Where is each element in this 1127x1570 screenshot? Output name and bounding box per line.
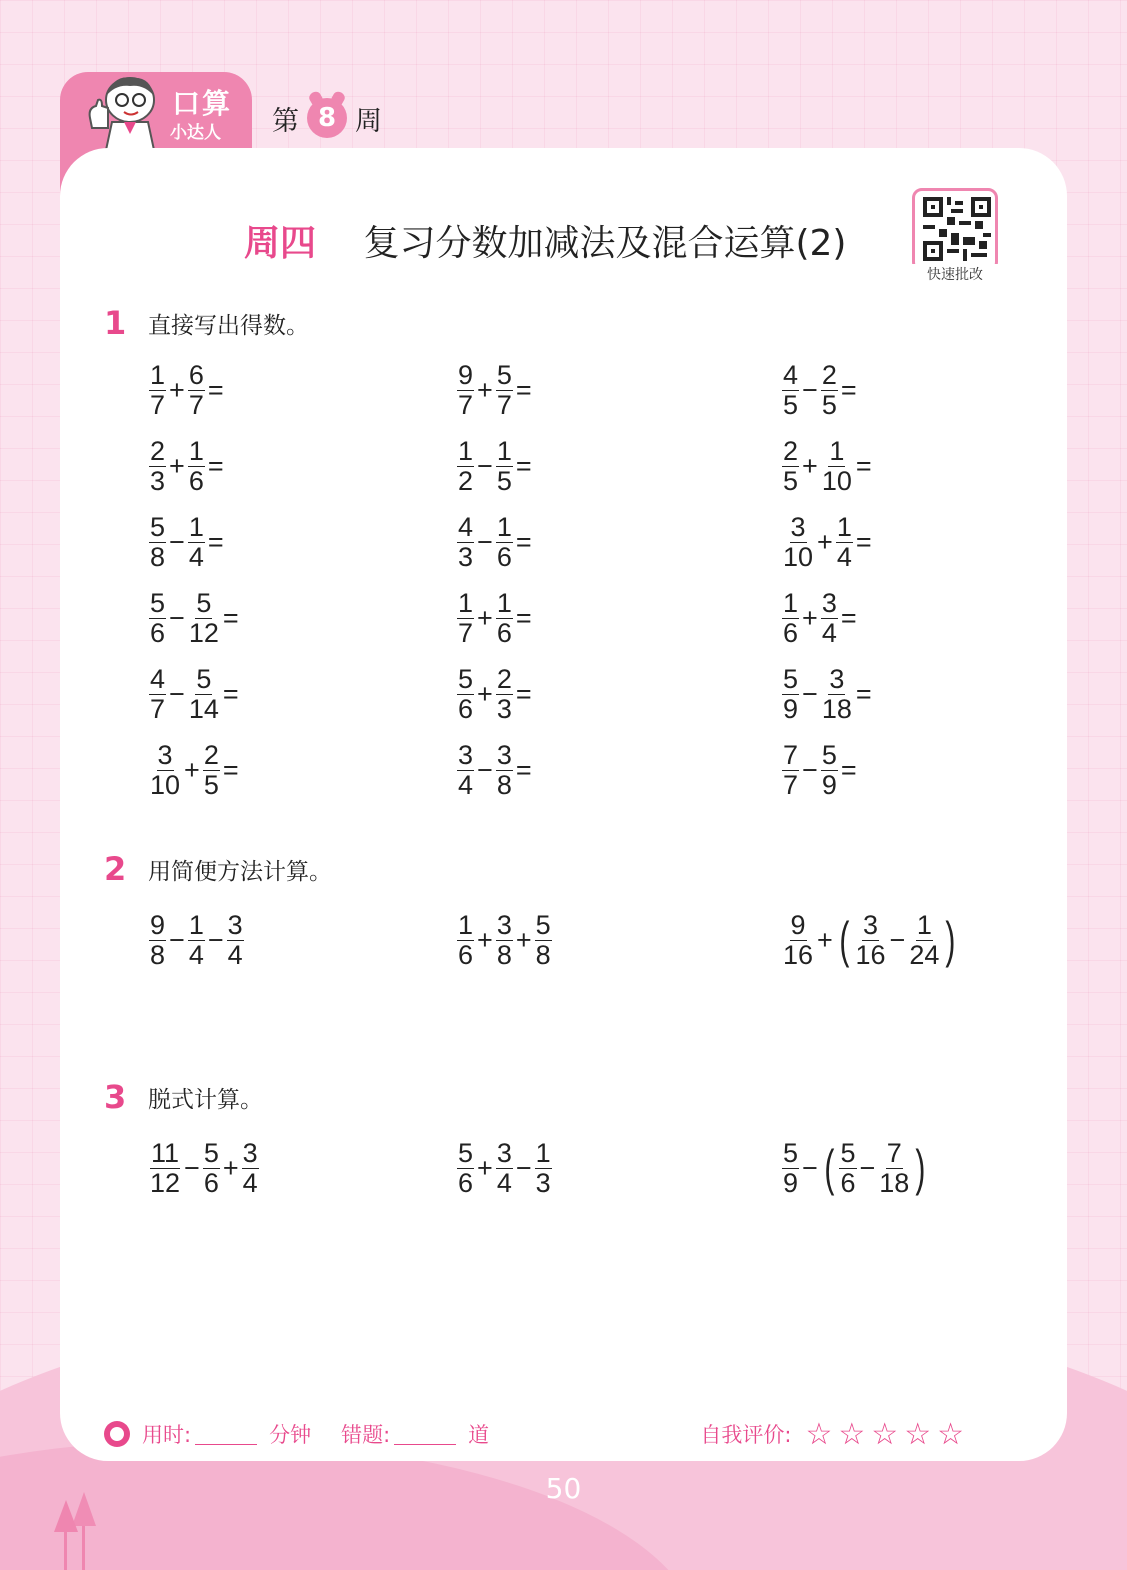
denominator: 2 xyxy=(458,465,474,496)
numerator: 5 xyxy=(535,910,551,941)
parenthesis: ( xyxy=(824,1140,835,1196)
fraction xyxy=(203,1139,220,1197)
operator: = xyxy=(515,450,532,481)
denominator: 18 xyxy=(821,693,852,724)
numerator: 9 xyxy=(150,910,166,941)
numerator: 2 xyxy=(150,436,166,467)
numerator: 1 xyxy=(458,910,474,941)
star-icon[interactable]: ☆ xyxy=(871,1416,899,1452)
operator: = xyxy=(840,602,857,633)
numerator: 3 xyxy=(496,740,512,771)
operator: = xyxy=(222,602,239,633)
denominator: 6 xyxy=(458,693,474,724)
math-problem[interactable] xyxy=(456,732,781,808)
numerator: 3 xyxy=(862,910,879,941)
numerator: 5 xyxy=(196,588,212,619)
math-problem[interactable] xyxy=(781,902,1081,978)
denominator: 6 xyxy=(203,1167,219,1198)
numerator: 2 xyxy=(783,436,799,467)
fraction xyxy=(457,1139,474,1197)
fraction xyxy=(149,437,166,495)
denominator: 7 xyxy=(458,617,474,648)
math-problem[interactable] xyxy=(148,428,456,504)
denominator: 7 xyxy=(150,693,166,724)
numerator: 7 xyxy=(783,740,799,771)
numerator: 3 xyxy=(227,910,243,941)
operator: = xyxy=(855,526,872,557)
operator: − xyxy=(802,374,818,405)
operator: − xyxy=(802,678,818,709)
numerator: 5 xyxy=(496,360,512,391)
week-number-badge: 8 xyxy=(307,98,347,138)
denominator: 5 xyxy=(783,389,799,420)
math-problem[interactable] xyxy=(781,656,1081,732)
fraction xyxy=(457,361,474,419)
operator: − xyxy=(477,450,493,481)
tree-decoration-icon xyxy=(52,1492,102,1570)
parenthesis: ( xyxy=(839,912,850,968)
fraction xyxy=(839,1139,856,1197)
denominator: 5 xyxy=(821,389,837,420)
fraction xyxy=(782,741,799,799)
fraction xyxy=(149,911,166,969)
fraction xyxy=(188,361,205,419)
fraction xyxy=(188,665,220,723)
numerator: 3 xyxy=(496,1138,512,1169)
numerator: 5 xyxy=(458,1138,474,1169)
numerator: 2 xyxy=(496,664,512,695)
fraction xyxy=(821,589,838,647)
fraction xyxy=(821,361,838,419)
numerator: 3 xyxy=(821,588,837,619)
fraction xyxy=(836,513,853,571)
numerator: 3 xyxy=(829,664,845,695)
denominator: 9 xyxy=(783,1167,799,1198)
denominator: 4 xyxy=(821,617,837,648)
denominator: 10 xyxy=(783,541,814,572)
numerator: 5 xyxy=(783,664,799,695)
section-2-problems xyxy=(148,902,1081,978)
denominator: 12 xyxy=(150,1167,181,1198)
numerator: 9 xyxy=(458,360,474,391)
fraction xyxy=(496,741,513,799)
denominator: 9 xyxy=(821,769,837,800)
fraction xyxy=(188,513,205,571)
numerator: 7 xyxy=(886,1138,902,1169)
operator: = xyxy=(855,450,872,481)
stopwatch-icon xyxy=(104,1421,130,1447)
brand-subtitle: 小达人 xyxy=(170,123,221,143)
fraction xyxy=(782,513,814,571)
fraction xyxy=(188,589,220,647)
fraction xyxy=(457,741,474,799)
brand-title: 口算 xyxy=(172,87,233,120)
denominator: 6 xyxy=(783,617,799,648)
mascot-icon xyxy=(84,70,166,150)
operator: = xyxy=(855,678,872,709)
operator: = xyxy=(207,526,224,557)
denominator: 6 xyxy=(458,1167,474,1198)
math-problem[interactable] xyxy=(148,352,456,428)
operator: − xyxy=(889,924,906,955)
operator: + xyxy=(477,924,493,955)
fraction xyxy=(782,665,799,723)
numerator: 1 xyxy=(783,588,799,619)
math-problem[interactable] xyxy=(148,656,456,732)
qr-code-frame[interactable] xyxy=(912,188,998,272)
section-number: 3 xyxy=(104,1078,127,1116)
numerator: 1 xyxy=(916,910,932,941)
fraction xyxy=(782,911,814,969)
math-problem[interactable] xyxy=(781,580,1081,656)
denominator: 4 xyxy=(496,1167,512,1198)
operator: = xyxy=(222,754,239,785)
denominator: 4 xyxy=(458,769,474,800)
time-unit: 分钟 xyxy=(269,1423,312,1447)
fraction xyxy=(496,589,513,647)
numerator: 1 xyxy=(496,512,512,543)
denominator: 6 xyxy=(458,939,474,970)
operator: − xyxy=(207,924,224,955)
operator: − xyxy=(169,924,185,955)
star-icon[interactable]: ☆ xyxy=(937,1416,964,1452)
denominator: 4 xyxy=(188,939,204,970)
denominator: 24 xyxy=(909,939,940,970)
fraction xyxy=(496,1139,513,1197)
math-problem[interactable] xyxy=(148,504,456,580)
numerator: 1 xyxy=(836,512,852,543)
numerator: 6 xyxy=(188,360,204,391)
errors-unit: 道 xyxy=(468,1423,490,1447)
fraction xyxy=(496,911,513,969)
numerator: 5 xyxy=(150,588,166,619)
numerator: 9 xyxy=(790,910,806,941)
fraction xyxy=(908,911,940,969)
week-indicator xyxy=(272,96,382,140)
operator: = xyxy=(207,450,224,481)
errors-label: 错题: xyxy=(341,1423,391,1447)
operator: = xyxy=(515,526,532,557)
section-3-header xyxy=(104,1078,263,1116)
denominator: 3 xyxy=(150,465,166,496)
denominator: 4 xyxy=(188,541,204,572)
star-icon[interactable]: ☆ xyxy=(904,1416,932,1452)
fraction xyxy=(878,1139,910,1197)
section-title: 用简便方法计算。 xyxy=(148,858,332,885)
numerator: 1 xyxy=(188,512,204,543)
fraction xyxy=(149,1139,181,1197)
star-icon[interactable]: ☆ xyxy=(838,1416,866,1452)
fraction xyxy=(821,665,853,723)
numerator: 1 xyxy=(535,1138,551,1169)
operator: − xyxy=(477,526,493,557)
operator: + xyxy=(477,602,493,633)
footer-bar xyxy=(104,1416,964,1452)
operator: + xyxy=(222,1152,239,1183)
fraction xyxy=(782,589,799,647)
math-problem[interactable] xyxy=(456,504,781,580)
math-problem[interactable] xyxy=(456,580,781,656)
fraction xyxy=(496,665,513,723)
denominator: 7 xyxy=(188,389,204,420)
denominator: 5 xyxy=(783,465,799,496)
self-rating xyxy=(700,1417,964,1452)
numerator: 1 xyxy=(496,588,512,619)
fraction xyxy=(188,437,205,495)
denominator: 6 xyxy=(150,617,166,648)
denominator: 6 xyxy=(840,1167,856,1198)
denominator: 6 xyxy=(188,465,204,496)
parenthesis: ) xyxy=(945,912,956,968)
page-title-text: 复习分数加减法及混合运算(2) xyxy=(363,223,847,264)
denominator: 7 xyxy=(783,769,799,800)
operator: + xyxy=(817,526,833,557)
denominator: 7 xyxy=(458,389,474,420)
operator: + xyxy=(802,602,818,633)
math-problem[interactable] xyxy=(456,352,781,428)
operator: + xyxy=(477,1152,493,1183)
numerator: 1 xyxy=(188,436,204,467)
operator: = xyxy=(840,754,857,785)
section-number: 1 xyxy=(104,304,127,342)
operator: − xyxy=(169,678,185,709)
operator: + xyxy=(477,374,493,405)
operator: = xyxy=(207,374,224,405)
operator: + xyxy=(477,678,493,709)
operator: − xyxy=(169,602,185,633)
fraction xyxy=(242,1139,259,1197)
numerator: 1 xyxy=(150,360,166,391)
numerator: 3 xyxy=(157,740,173,771)
fraction xyxy=(149,741,181,799)
numerator: 4 xyxy=(783,360,799,391)
numerator: 1 xyxy=(188,910,204,941)
numerator: 1 xyxy=(458,436,474,467)
section-number: 2 xyxy=(104,850,127,888)
operator: − xyxy=(184,1152,200,1183)
fraction xyxy=(854,911,886,969)
denominator: 4 xyxy=(836,541,852,572)
fraction xyxy=(496,437,513,495)
fraction xyxy=(149,589,166,647)
section-3-problems xyxy=(148,1130,1081,1206)
qr-code-icon xyxy=(923,197,991,261)
operator: = xyxy=(515,754,532,785)
fraction xyxy=(496,361,513,419)
operator: − xyxy=(169,526,185,557)
numerator: 2 xyxy=(821,360,837,391)
operator: + xyxy=(184,754,200,785)
numerator: 5 xyxy=(150,512,166,543)
numerator: 3 xyxy=(790,512,806,543)
denominator: 9 xyxy=(783,693,799,724)
numerator: 5 xyxy=(196,664,212,695)
numerator: 1 xyxy=(496,436,512,467)
fraction xyxy=(535,1139,552,1197)
operator: − xyxy=(515,1152,532,1183)
fraction xyxy=(457,911,474,969)
denominator: 4 xyxy=(227,939,243,970)
denominator: 8 xyxy=(496,939,512,970)
numerator: 5 xyxy=(203,1138,219,1169)
denominator: 8 xyxy=(535,939,551,970)
math-problem[interactable] xyxy=(148,732,456,808)
operator: + xyxy=(817,924,833,955)
fraction xyxy=(782,361,799,419)
fraction xyxy=(149,513,166,571)
numerator: 3 xyxy=(496,910,512,941)
numerator: 4 xyxy=(150,664,166,695)
denominator: 18 xyxy=(879,1167,910,1198)
denominator: 4 xyxy=(242,1167,258,1198)
numerator: 5 xyxy=(458,664,474,695)
fraction xyxy=(203,741,220,799)
errors-input-line[interactable] xyxy=(394,1423,456,1445)
numerator: 5 xyxy=(783,1138,799,1169)
denominator: 12 xyxy=(188,617,219,648)
operator: = xyxy=(222,678,239,709)
parenthesis: ) xyxy=(915,1140,926,1196)
math-problem[interactable] xyxy=(456,656,781,732)
math-problem[interactable] xyxy=(148,902,456,978)
math-problem[interactable] xyxy=(456,1130,781,1206)
operator: + xyxy=(169,374,185,405)
fraction xyxy=(149,361,166,419)
denominator: 16 xyxy=(855,939,886,970)
section-title: 直接写出得数。 xyxy=(148,312,309,339)
denominator: 8 xyxy=(150,541,166,572)
numerator: 2 xyxy=(203,740,219,771)
week-suffix: 周 xyxy=(355,105,382,137)
denominator: 7 xyxy=(150,389,166,420)
section-1-problems xyxy=(148,352,1081,808)
operator: + xyxy=(169,450,185,481)
fraction xyxy=(782,437,799,495)
math-problem[interactable] xyxy=(781,504,1081,580)
fraction xyxy=(188,911,205,969)
numerator: 11 xyxy=(151,1138,180,1169)
denominator: 5 xyxy=(496,465,512,496)
fraction xyxy=(149,665,166,723)
fraction xyxy=(457,437,474,495)
section-2-header xyxy=(104,850,332,888)
fraction xyxy=(457,665,474,723)
section-title: 脱式计算。 xyxy=(148,1086,263,1113)
operator: + xyxy=(515,924,532,955)
page-title xyxy=(244,215,846,266)
math-problem[interactable] xyxy=(781,428,1081,504)
denominator: 3 xyxy=(458,541,474,572)
denominator: 3 xyxy=(496,693,512,724)
numerator: 3 xyxy=(242,1138,258,1169)
math-problem[interactable] xyxy=(148,580,456,656)
denominator: 7 xyxy=(496,389,512,420)
week-prefix: 第 xyxy=(272,105,299,137)
numerator: 1 xyxy=(829,436,845,467)
math-problem[interactable] xyxy=(148,1130,456,1206)
denominator: 10 xyxy=(150,769,181,800)
time-label: 用时: xyxy=(142,1423,192,1447)
operator: − xyxy=(859,1152,876,1183)
operator: − xyxy=(477,754,493,785)
denominator: 5 xyxy=(203,769,219,800)
operator: = xyxy=(515,678,532,709)
math-problem[interactable] xyxy=(781,1130,1081,1206)
operator: − xyxy=(802,1152,818,1183)
numerator: 5 xyxy=(821,740,837,771)
operator: + xyxy=(802,450,818,481)
denominator: 8 xyxy=(150,939,166,970)
math-problem[interactable] xyxy=(781,732,1081,808)
numerator: 4 xyxy=(458,512,474,543)
page-title-day: 周四 xyxy=(244,223,317,264)
fraction xyxy=(821,437,853,495)
fraction xyxy=(535,911,552,969)
operator: = xyxy=(515,602,532,633)
operator: − xyxy=(802,754,818,785)
fraction xyxy=(457,589,474,647)
denominator: 14 xyxy=(188,693,219,724)
fraction xyxy=(782,1139,799,1197)
numerator: 5 xyxy=(840,1138,856,1169)
math-problem[interactable] xyxy=(456,902,781,978)
section-1-header xyxy=(104,304,309,342)
star-icon[interactable]: ☆ xyxy=(805,1416,833,1452)
operator: = xyxy=(515,374,532,405)
numerator: 1 xyxy=(458,588,474,619)
operator: = xyxy=(840,374,857,405)
fraction xyxy=(457,513,474,571)
denominator: 3 xyxy=(535,1167,551,1198)
time-input-line[interactable] xyxy=(195,1423,257,1445)
denominator: 6 xyxy=(496,617,512,648)
numerator: 3 xyxy=(458,740,474,771)
denominator: 8 xyxy=(496,769,512,800)
denominator: 6 xyxy=(496,541,512,572)
page-number: 50 xyxy=(545,1472,582,1505)
rating-label: 自我评价: xyxy=(700,1423,792,1447)
denominator: 16 xyxy=(783,939,814,970)
denominator: 10 xyxy=(821,465,852,496)
math-problem[interactable] xyxy=(781,352,1081,428)
math-problem[interactable] xyxy=(456,428,781,504)
qr-label: 快速批改 xyxy=(912,264,998,284)
fraction xyxy=(496,513,513,571)
fraction xyxy=(227,911,244,969)
fraction xyxy=(821,741,838,799)
